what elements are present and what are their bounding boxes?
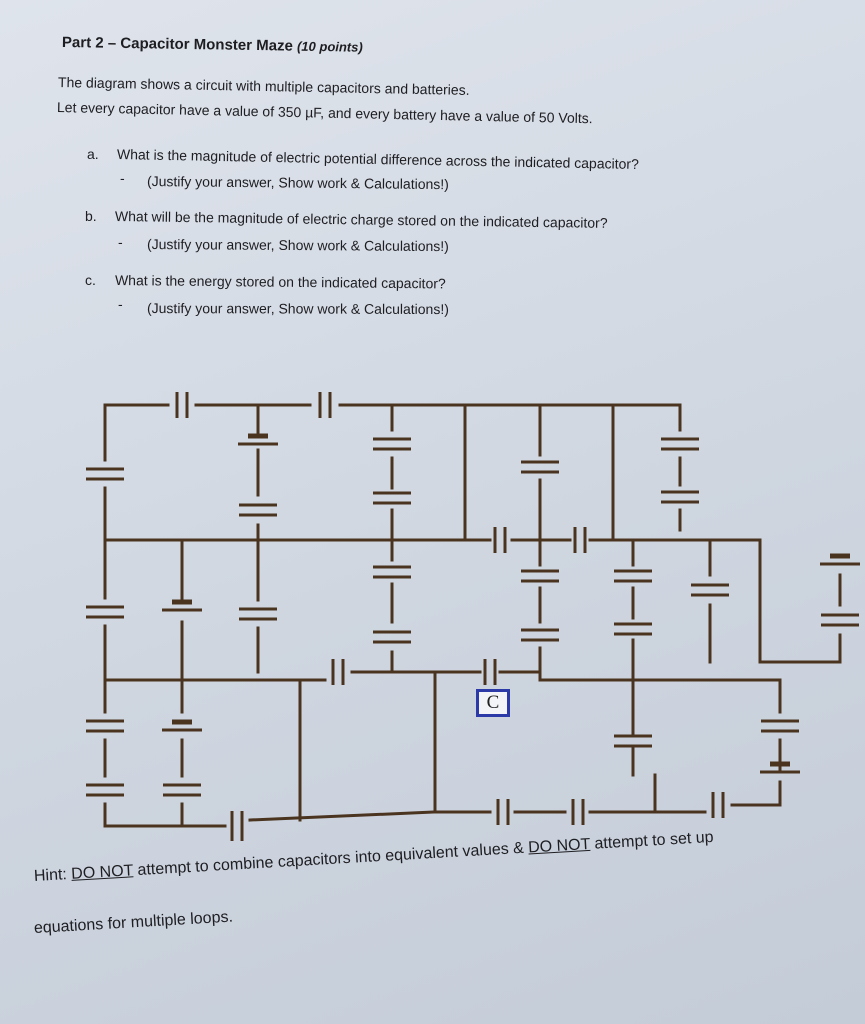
part-title: [62, 34, 363, 56]
capacitor-symbol: [239, 609, 277, 619]
capacitor-symbol: [614, 736, 652, 746]
battery-symbol: [238, 436, 278, 444]
capacitor-symbol: [691, 585, 729, 595]
capacitor-symbol: [373, 439, 411, 449]
capacitor-symbol: [86, 785, 124, 795]
capacitor-symbol: [614, 571, 652, 581]
capacitor-symbol: [163, 785, 201, 795]
capacitor-symbol: [86, 469, 124, 479]
hint-prefix: Hint:: [33, 866, 68, 885]
question-c-text: What is the energy stored on the indicated capacitor?: [114, 272, 446, 292]
question-a-bullet: -: [120, 170, 125, 186]
question-a-text: What is the magnitude of electric potential difference across the indicated capacitor?: [116, 146, 639, 173]
capacitor-symbol: [521, 630, 559, 640]
capacitor-symbol: [373, 632, 411, 642]
capacitor-symbol: [614, 624, 652, 634]
capacitor-symbol: [661, 439, 699, 449]
capacitor-symbol: [320, 392, 330, 418]
title-main: Part 2 – Capacitor Monster Maze: [61, 34, 294, 55]
capacitor-symbol: [573, 799, 583, 825]
capacitor-symbol: [713, 792, 723, 818]
capacitor-symbol: [177, 392, 187, 418]
question-b-bullet: -: [118, 234, 123, 250]
capacitor-symbol: [521, 462, 559, 472]
question-a-note: (Justify your answer, Show work & Calculations!): [146, 173, 449, 193]
hint-mid: attempt to combine capacitors into equivalent values &: [137, 839, 525, 880]
capacitor-symbol: [485, 659, 495, 685]
hint-suffix: attempt to set up: [594, 828, 715, 853]
capacitor-symbol: [661, 492, 699, 502]
hint-do-not-1: DO NOT: [70, 862, 134, 883]
battery-symbol: [820, 556, 860, 564]
capacitor-symbol: [495, 527, 505, 553]
question-b-text: What will be the magnitude of electric charge stored on the indicated capacitor?: [114, 208, 608, 231]
capacitor-symbol: [761, 721, 799, 731]
hint-do-not-2: DO NOT: [527, 835, 591, 857]
capacitor-maze-diagram: [0, 380, 865, 850]
circuit-wire-55: [250, 812, 435, 820]
question-c-letter: c.: [85, 272, 96, 288]
capacitor-symbol: [521, 571, 559, 581]
capacitor-symbol: [333, 659, 343, 685]
question-c-bullet: -: [118, 296, 123, 312]
intro-line-1: The diagram shows a circuit with multiple capacitors and batteries.: [57, 74, 470, 98]
capacitor-symbol: [86, 721, 124, 731]
question-c-note: (Justify your answer, Show work & Calculations!): [146, 300, 449, 318]
question-a-letter: a.: [87, 146, 99, 162]
capacitor-symbol: [373, 567, 411, 577]
hint-line-2: equations for multiple loops.: [33, 908, 234, 937]
capacitor-symbol: [373, 493, 411, 503]
capacitor-symbol: [498, 799, 508, 825]
battery-symbol: [162, 602, 202, 610]
intro-line-2: Let every capacitor have a value of 350 µF, and every battery have a value of 50 Volts.: [56, 99, 593, 127]
capacitor-symbol: [232, 811, 242, 841]
capacitor-symbol: [821, 615, 859, 625]
capacitor-symbol: [86, 607, 124, 617]
question-b-note: (Justify your answer, Show work & Calculations!): [146, 236, 449, 255]
capacitor-symbol: [575, 527, 585, 553]
title-points: (10 points): [296, 38, 363, 55]
question-b-letter: b.: [85, 208, 97, 224]
capacitor-symbol: [239, 505, 277, 515]
battery-symbol: [162, 722, 202, 730]
indicated-capacitor-label: C: [476, 689, 510, 717]
